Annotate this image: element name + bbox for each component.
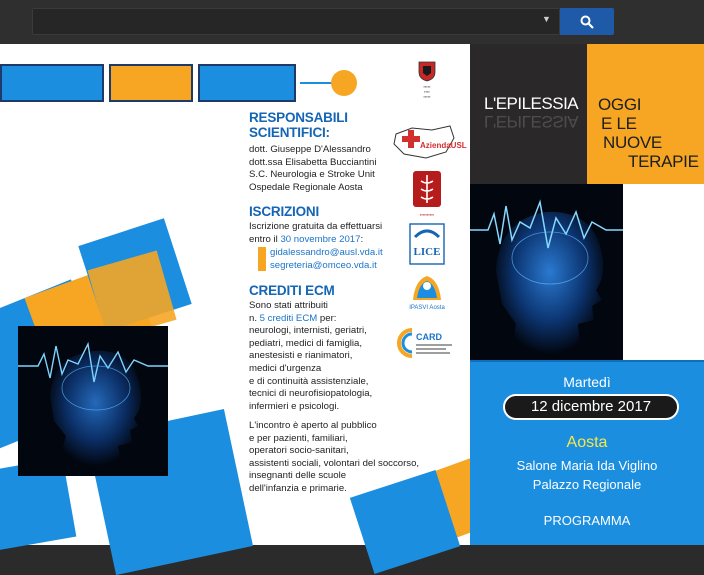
- brochure-page: [0, 44, 704, 545]
- valle-aosta-crest-logo: [417, 60, 437, 82]
- deco-line: [300, 82, 332, 84]
- iscrizioni-heading: ISCRIZIONI: [249, 204, 320, 219]
- caret-down-icon[interactable]: ▼: [542, 14, 551, 24]
- ausl-logo-text: AziendaUSL: [420, 141, 467, 150]
- email-list: [270, 247, 383, 272]
- email-link-1[interactable]: gidalessandro@ausl.vda.it: [270, 247, 383, 258]
- responsabili-heading: RESPONSABILI SCIENTIFICI:: [249, 110, 348, 140]
- deadline-date: 30 novembre 2017: [280, 233, 361, 245]
- search-button[interactable]: [560, 8, 614, 35]
- deco-orange-dot: [331, 70, 357, 96]
- event-day: Martedì: [563, 374, 611, 390]
- deco-blue-block-2: [198, 64, 296, 102]
- email-marker: [258, 247, 266, 271]
- card-logo: [396, 326, 456, 362]
- cover-subtitle: OGGI E LE NUOVE TERAPIE: [598, 95, 699, 171]
- card-logo-text: CARD: [416, 332, 442, 342]
- ipasvi-logo: [409, 272, 445, 304]
- event-venue: Salone Maria Ida Viglino Palazzo Regionale: [516, 458, 658, 492]
- omceo-caption: ▪▪▪▪▪▪▪▪▪▪: [419, 212, 435, 217]
- regione-caption: ▪▪▪▪▪ ▪▪▪▪ ▪▪▪▪▪: [423, 84, 431, 99]
- event-date: 12 dicembre 2017: [503, 394, 679, 420]
- search-input[interactable]: [32, 8, 560, 35]
- cover-title-epilessia: L'EPILESSIA: [484, 94, 579, 113]
- iscrizioni-text: Iscrizione gratuita da effettuarsi entro il 30 novembre 2017:: [249, 221, 383, 245]
- top-search-bar: [0, 0, 704, 44]
- ipasvi-caption: IPASVI Aosta: [409, 305, 445, 311]
- program-heading: PROGRAMMA: [543, 513, 631, 528]
- search-icon: [580, 15, 594, 29]
- crediti-heading: CREDITI ECM: [249, 283, 335, 298]
- brain-head-image-left: [18, 326, 168, 476]
- omceo-logo: [411, 169, 443, 209]
- credits-count: 5 crediti ECM: [259, 312, 318, 324]
- deco-orange-block: [109, 64, 193, 102]
- ausl-logo: [392, 124, 467, 164]
- crediti-text: Sono stati attribuiti n. 5 crediti ECM per: neurologi, internisti, geriatri, pediatri, medici di famiglia, anestesisti e rianimatori, medici d'urgenza e di continuità assistenziale, tecnici di neurofisiopatologia, infermieri e psicologi.: [249, 300, 373, 412]
- email-link-2[interactable]: segreteria@omceo.vda.it: [270, 259, 377, 271]
- event-city: Aosta: [566, 434, 608, 451]
- brain-head-image-right: [470, 184, 623, 362]
- deco-blue-block-1: [0, 64, 104, 102]
- public-access-text: L'incontro è aperto al pubblico e per pazienti, familiari, operatori socio-sanitari, assistenti sociali, volontari del soccorso, insegnanti delle scuole dell'infanzia e primarie.: [249, 420, 420, 494]
- responsabili-list: dott. Giuseppe D'Alessandro dott.ssa Elisabetta Bucciantini S.C. Neurologia e Stroke Unit Ospedale Regionale Aosta: [249, 144, 377, 193]
- cover-title-reflection: L'EPILESSIA: [484, 112, 579, 131]
- lice-logo: [409, 223, 445, 265]
- lice-logo-text: LICE: [413, 246, 441, 258]
